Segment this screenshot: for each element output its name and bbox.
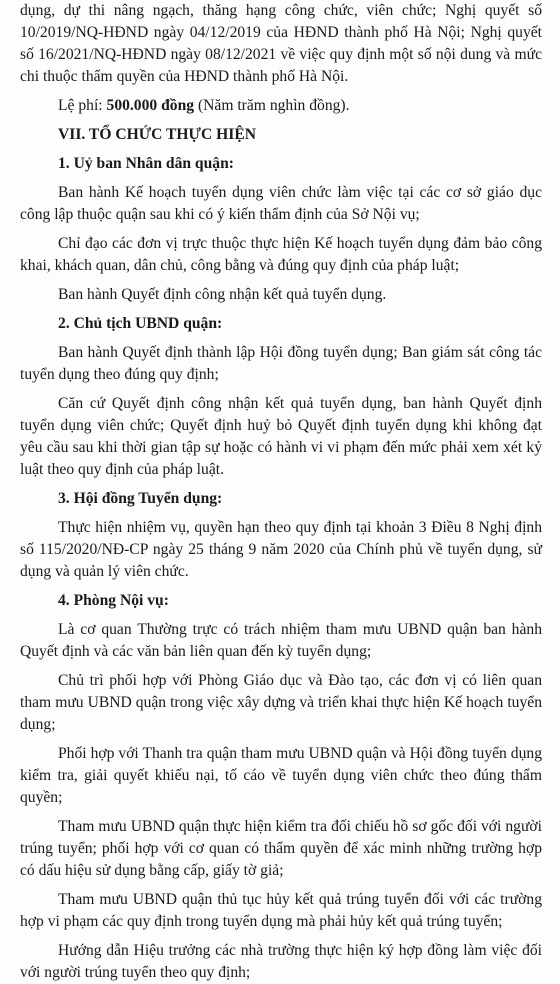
- fee-line: [20, 95, 542, 117]
- subsection-1-paragraph: Chỉ đạo các đơn vị trực thuộc thực hiện Kế hoạch tuyển dụng đảm bảo công khai, khách quan, dân chủ, công bằng và đúng quy định của pháp luật;: [20, 235, 542, 274]
- fee-label: Lệ phí:: [58, 97, 107, 114]
- subsection-4-paragraph: Phối hợp với Thanh tra quận tham mưu UBND quận và Hội đồng tuyển dụng kiểm tra, giải quyết khiếu nại, tố cáo về tuyển dụng viên chức theo đúng thẩm quyền;: [20, 745, 542, 806]
- subsection-4-paragraph: Tham mưu UBND quận thực hiện kiểm tra đối chiếu hồ sơ gốc đối với người trúng tuyển; phối hợp với cơ quan có thẩm quyền để xác minh những trường hợp có dấu hiệu sử dụng bằng cấp, giấy tờ giả;: [20, 818, 542, 879]
- subsection-1-paragraph: Ban hành Quyết định công nhận kết quả tuyển dụng.: [58, 286, 387, 303]
- subsection-1-title: 1. Uỷ ban Nhân dân quận:: [58, 155, 234, 172]
- subsection-4-title: 4. Phòng Nội vụ:: [58, 592, 169, 609]
- subsection-3-paragraph: Thực hiện nhiệm vụ, quyền hạn theo quy định tại khoản 3 Điều 8 Nghị định số 115/2020/NĐ-CP ngày 25 tháng 9 năm 2020 của Chính phủ về tuyển dụng, sử dụng và quản lý viên chức.: [20, 519, 542, 580]
- subsection-1-paragraph: Ban hành Kế hoạch tuyển dụng viên chức làm việc tại các cơ sở giáo dục công lập thuộc quận sau khi có ý kiến thẩm định của Sở Nội vụ;: [20, 184, 542, 223]
- subsection-3-title: 3. Hội đồng Tuyển dụng:: [58, 490, 223, 507]
- fee-amount: 500.000 đồng: [106, 97, 195, 114]
- fee-words: (Năm trăm nghìn đồng).: [194, 97, 350, 114]
- subsection-4-paragraph: Tham mưu UBND quận thủ tục hủy kết quả trúng tuyển đối với các trường hợp vi phạm các quy định trong tuyển dụng mà phải hủy kết quả trúng tuyển;: [20, 891, 542, 930]
- subsection-2-paragraph: Căn cứ Quyết định công nhận kết quả tuyển dụng, ban hành Quyết định tuyển dụng viên chức; Quyết định huỷ bỏ Quyết định tuyển dụng khi không đạt yêu cầu sau khi thời gian tập sự hoặc có hành vi vi phạm đến mức phải xem xét kỷ luật theo quy định của pháp luật.: [20, 395, 542, 478]
- section-title: VII. TỔ CHỨC THỰC HIỆN: [58, 126, 256, 143]
- intro-paragraph: dụng, dự thi nâng ngạch, thăng hạng công chức, viên chức; Nghị quyết số 10/2019/NQ-HĐND ngày 04/12/2019 của HĐND thành phố Hà Nội; Nghị quyết số 16/2021/NQ-HĐND ngày 08/12/2021 về việc quy định một số nội dung và mức chi thuộc thẩm quyền của HĐND thành phố Hà Nội.: [20, 2, 542, 85]
- subsection-2-title: 2. Chủ tịch UBND quận:: [58, 315, 223, 332]
- subsection-4-paragraph: Chủ trì phối hợp với Phòng Giáo dục và Đào tạo, các đơn vị có liên quan tham mưu UBND quận trong việc xây dựng và triển khai thực hiện Kế hoạch tuyển dụng;: [20, 672, 542, 733]
- subsection-4-paragraph: Hướng dẫn Hiệu trưởng các nhà trường thực hiện ký hợp đồng làm việc đối với người trúng tuyển theo quy định;: [20, 942, 542, 981]
- subsection-2-paragraph: Ban hành Quyết định thành lập Hội đồng tuyển dụng; Ban giám sát công tác tuyển dụng theo đúng quy định;: [20, 344, 542, 383]
- subsection-4-paragraph: Là cơ quan Thường trực có trách nhiệm tham mưu UBND quận ban hành Quyết định và các văn bản liên quan đến kỳ tuyển dụng;: [20, 621, 542, 660]
